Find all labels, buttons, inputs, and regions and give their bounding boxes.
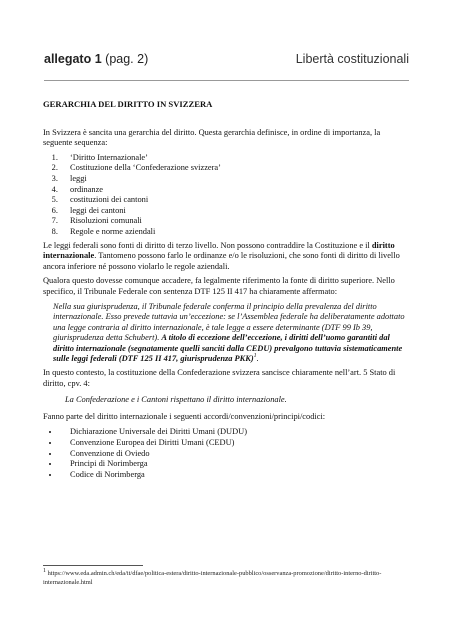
header-left <box>44 52 148 66</box>
hierarchy-item: 5. costituzioni dei cantoni <box>60 195 411 206</box>
international-law-emphasis: diritto internazionale <box>43 240 395 261</box>
footnote-divider <box>43 565 143 566</box>
hierarchy-item: 1. ‘Diritto Internazionale’ <box>60 153 411 164</box>
footnote <box>43 567 413 587</box>
hierarchy-item: 7. Risoluzioni comunali <box>60 216 411 227</box>
intro-paragraph: In Svizzera è sancita una gerarchia del diritto. Questa gerarchia definisce, in ordine di importanza, la seguente sequenza: <box>43 127 381 148</box>
header-page-ref: (pag. 2) <box>105 52 149 66</box>
paragraph-text: Le leggi federali sono fonti di diritto di terzo livello. Non possono contraddire la Costituzione e il <box>43 240 372 250</box>
quote-end: . <box>256 354 259 364</box>
document-body <box>43 99 411 480</box>
paragraph-text: . Tantomeno possono farlo le ordinanze e/o le risoluzioni, che sono fonti di diritto di livello ancora inferiore né possono violarlo le regole aziendali. <box>43 251 400 271</box>
tribunal-paragraph: Qualora questo dovesse comunque accadere, fa legalmente riferimento la fonte di diritto superiore. Nello specifico, il Tribunale Federale con sentenza DTF 125 II 417 ha chiaramente affermato: <box>43 276 395 296</box>
hierarchy-item: 4. ordinanze <box>60 185 411 196</box>
codes-list <box>43 427 411 480</box>
footnote-url[interactable]: https://www.eda.admin.ch/eda/it/dfae/politica-estera/diritto-internazionale-pubblico/osservanza-promozione/diritto-interno-diritto-internazionale.html <box>43 570 382 586</box>
code-item: • Codice di Norimberga <box>60 470 411 481</box>
header-right-title: Libertà costituzionali <box>295 52 409 66</box>
code-item: • Principi di Norimberga <box>60 459 411 470</box>
header-divider <box>44 80 409 81</box>
footnote-mark: 1 <box>43 567 46 574</box>
quote-emphasis: A titolo di eccezione dell’eccezione, i diritti dell’uomo garantiti dal diritto internazionale (segnatamente quelli sanciti dalla CEDU) prevalgono tuttavia sistematicamente sulle leggi federali (DTF 125 II 417, giurisprudenza PKK) <box>53 333 403 364</box>
hierarchy-item: 6. leggi dei cantoni <box>60 206 411 217</box>
hierarchy-list <box>43 153 411 238</box>
footnote-reference[interactable]: 1 <box>253 353 257 360</box>
hierarchy-item: 3. leggi <box>60 174 411 185</box>
code-item: • Dichiarazione Universale dei Diritti Umani (DUDU) <box>60 427 411 438</box>
code-item: • Convenzione Europea dei Diritti Umani (CEDU) <box>60 438 411 449</box>
constitution-paragraph: In questo contesto, la costituzione della Confederazione svizzera sancisce chiaramente nell’art. 5 Stato di diritto, cpv. 4: <box>43 368 396 388</box>
constitution-quote: La Confederazione e i Cantoni rispettano il diritto internazionale. <box>65 395 287 405</box>
codes-intro-paragraph: Fanno parte del diritto internazionale i seguenti accordi/convenzioni/principi/codici: <box>43 411 326 421</box>
hierarchy-item: 2. Costituzione della ‘Confederazione svizzera’ <box>60 163 411 174</box>
hierarchy-item: 8. Regole e norme aziendali <box>60 227 411 238</box>
code-item: • Convenzione di Oviedo <box>60 449 411 460</box>
tribunal-quote <box>53 302 411 366</box>
section-title: GERARCHIA DEL DIRITTO IN SVIZZERA <box>43 99 213 109</box>
quote-text: Nella sua giurisprudenza, il Tribunale federale conferma il principio della prevalenza del diritto internazionale. Esso prevede tuttavia un’eccezione: se l’Assemblea federale ha deliberatamente adottato una legge contraria al diritto internazionale, è tale legge a essere determinante (DTF 99 Ib 39, giurisprudenza detta Schubert). <box>53 301 405 343</box>
header-annex-label: allegato 1 <box>44 52 102 66</box>
federal-laws-paragraph <box>43 241 411 273</box>
